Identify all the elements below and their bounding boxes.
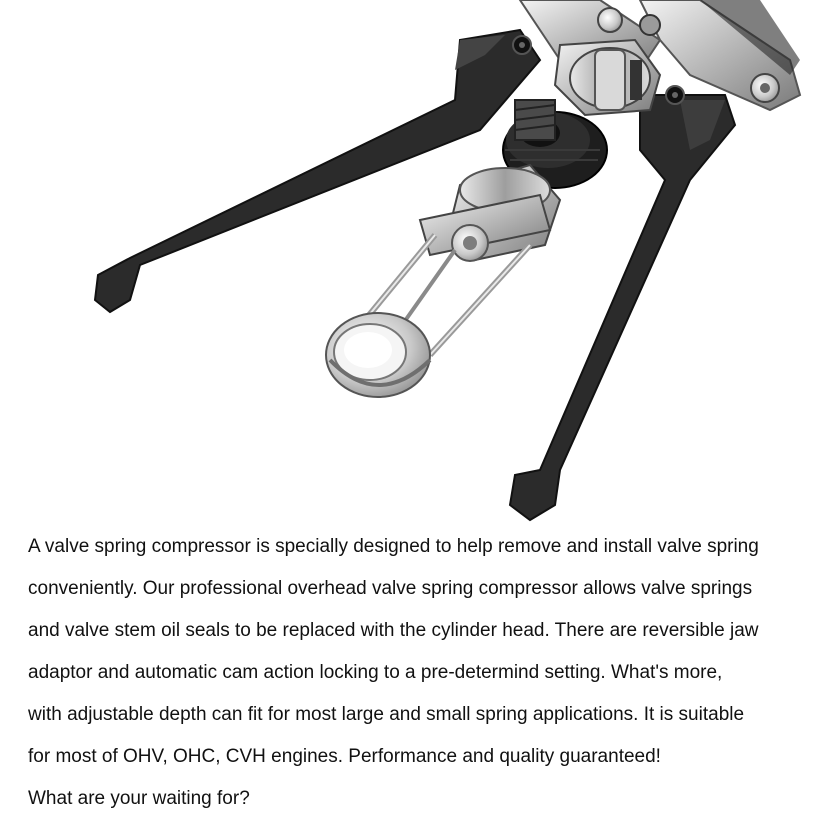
description-line: with adjustable depth can fit for most large and small spring applications. It is suitable (28, 704, 745, 725)
description-line: adaptor and automatic cam action locking to a pre-determind setting. What's more, (28, 662, 723, 683)
collar (420, 165, 560, 261)
description-line: A valve spring compressor is specially designed to help remove and install valve spring (28, 536, 759, 557)
description-line: What are your waiting for? (28, 788, 250, 809)
product-description (28, 526, 808, 820)
adapter-ring (326, 313, 430, 397)
description-line: for most of OHV, OHC, CVH engines. Performance and quality guaranteed! (28, 746, 661, 767)
description-line: conveniently. Our professional overhead valve spring compressor allows valve springs (28, 578, 753, 599)
threaded-shaft (515, 100, 555, 140)
cam-clamp (555, 40, 660, 115)
description-line: and valve stem oil seals to be replaced with the cylinder head. There are reversible jaw (28, 620, 759, 641)
left-arm (95, 30, 540, 312)
